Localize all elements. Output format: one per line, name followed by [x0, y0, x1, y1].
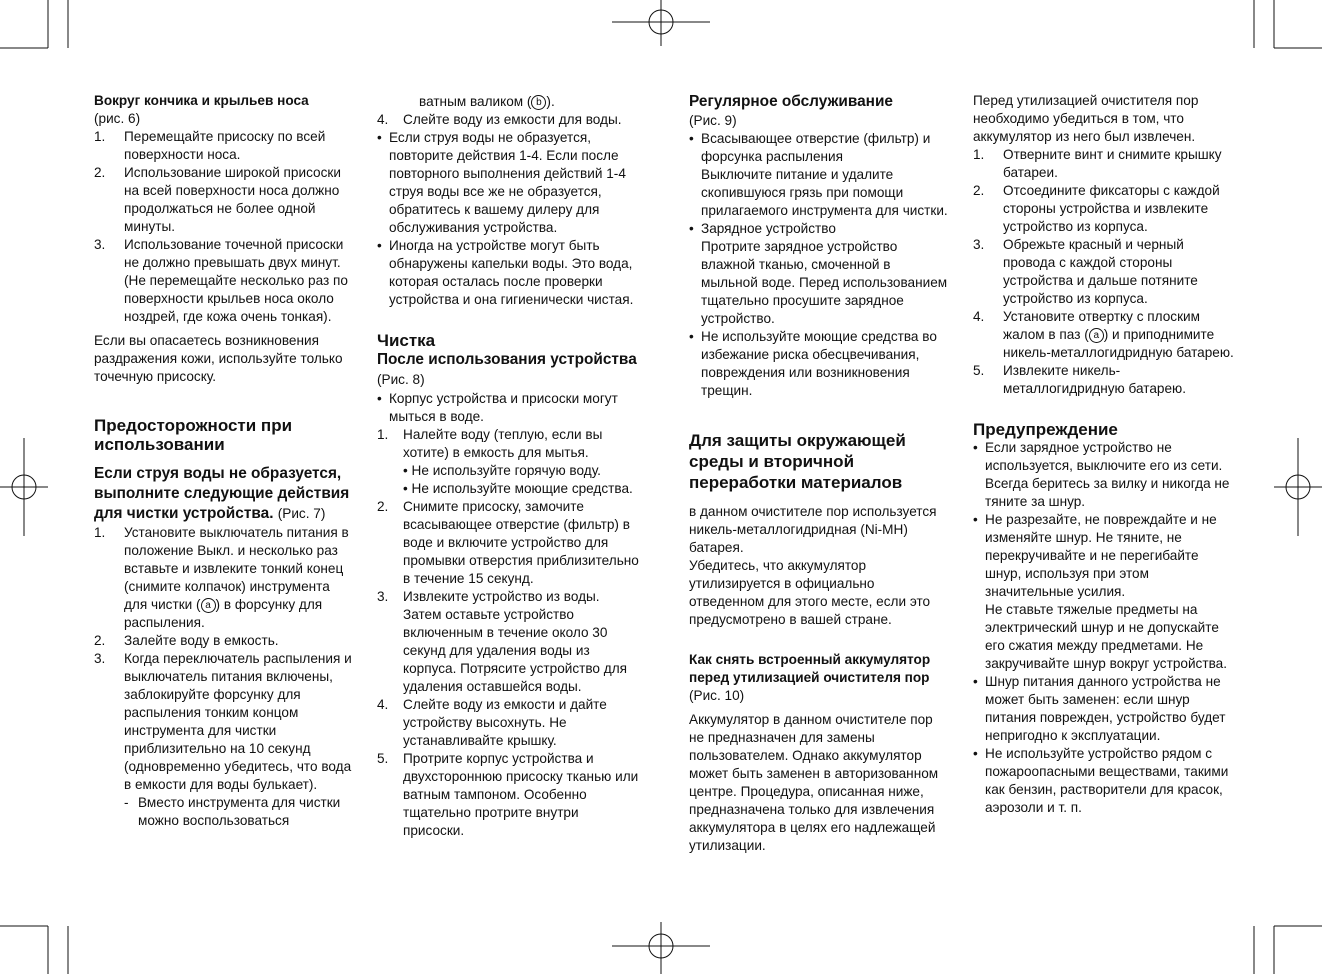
- list-item: 2. Отсоедините фиксаторы с каждой стороны устройства и извлеките устройство из корпуса.: [973, 183, 1220, 234]
- list-item: • Не используйте устройство рядом с пожароопасными веществами, такими как бензин, растворители для красок, аэрозоли и т. п.: [973, 745, 1235, 817]
- section-title-nose: Вокруг кончика и крыльев носа: [94, 93, 309, 108]
- circled-letter-a: a: [1089, 328, 1104, 343]
- cleaning-subtitle: После использования устройства (Рис. 8): [377, 351, 637, 387]
- nose-steps-list: [94, 128, 356, 326]
- section-title-maintenance: Регулярное обслуживание: [689, 93, 893, 110]
- battery-intro: Перед утилизацией очистителя пор необходимо убедиться в том, что аккумулятор из него был извлечен.: [973, 93, 1199, 144]
- cleaning-bullet: [377, 390, 639, 426]
- circled-letter-a: a: [201, 598, 216, 613]
- list-item: 4. Установите отвертку с плоским жалом в паз ( a ) и приподнимите никель-металлогидридную батарею.: [973, 309, 1234, 360]
- list-item: 5. Протрите корпус устройства и двухстороннюю присоску тканью или ватным тампоном. Особенно тщательно протрите внутри присоски.: [377, 751, 639, 838]
- list-item: • Если зарядное устройство не используется, выключите его из сети. Всегда беритесь за вилку и никогда не тяните за шнур.: [973, 439, 1235, 511]
- list-item: • Шнур питания данного устройства не может быть заменен: если шнур питания поврежден, устройство будет непригодно к эксплуатации.: [973, 673, 1235, 745]
- troubleshoot-bullets: [377, 129, 639, 309]
- list-item: • Не разрезайте, не повреждайте и не изменяйте шнур. Не тяните, не перекручивайте и не перегибайте шнур, используя при этом значительные усилия. Не ставьте тяжелые предметы на электрический шнур и не допускайте его сжатия между предметами. Не закручивайте шнур вокруг устройства.: [973, 511, 1235, 673]
- list-item: 2. Использование широкой присоски на всей поверхности носа должно продолжаться не более одной минуты.: [94, 165, 341, 234]
- column-4: [973, 92, 1235, 817]
- list-item: 1. Установите выключатель питания в положение Выкл. и несколько раз вставьте и извлеките тонкий конец (снимите колпачок) инструмента для чистки ( a ) в форсунку для распыления.: [94, 525, 349, 630]
- section-title-environment: Для защиты окружающей среды и вторичной переработки материалов: [689, 431, 906, 492]
- list-item: 1. Налейте воду (теплую, если вы хотите) в емкость для мытья. • Не используйте горячую воду. • Не используйте моющие средства.: [377, 426, 639, 498]
- list-item: • Не используйте моющие средства во избежание риска обесцвечивания, повреждения или возникновения трещин.: [689, 328, 951, 400]
- list-item: 2. Залейте воду в емкость.: [94, 633, 279, 648]
- environment-paragraph: Убедитесь, что аккумулятор утилизируется в официально отведенном для этого месте, если это предусмотрено в вашей стране.: [689, 558, 931, 627]
- environment-paragraph: в данном очистителе пор используется никель-металлогидридная (Ni-MH) батарея.: [689, 504, 937, 555]
- list-item: 2. Снимите присоску, замочите всасывающее отверстие (фильтр) в воде и включите устройство для промывки отверстия приблизительно в течение 15 секунд.: [377, 499, 639, 586]
- warning-bullets: [973, 439, 1235, 817]
- continuation-line: ватным валиком ( b ).: [419, 94, 555, 109]
- skin-note: Если вы опасаетесь возникновения раздражения кожи, используйте только точечную присоску.: [94, 333, 343, 384]
- circled-letter-b: b: [531, 95, 546, 110]
- list-item: 3. Использование точечной присоски не должно превышать двух минут. (Не перемещайте несколько раз по поверхности крыльев носа около ноздрей, где кожа очень тонкая).: [94, 237, 348, 324]
- cleaning-steps-list: [377, 426, 639, 840]
- figure-ref: (рис. 6): [94, 111, 141, 126]
- sub-note: • Не используйте моющие средства.: [403, 481, 633, 496]
- section-title-battery-removal: Как снять встроенный аккумулятор перед утилизацией очистителя пор (Рис. 10): [689, 652, 931, 703]
- column-1: [94, 92, 356, 830]
- list-item: • Корпус устройства и присоски могут мыться в воде.: [377, 390, 639, 426]
- list-item: 5. Извлеките никель-металлогидридную батарею.: [973, 363, 1186, 396]
- list-item: • Зарядное устройство Протрите зарядное устройство влажной тканью, смоченной в мыльной воде. Перед использованием тщательно просушите зарядное устройство.: [689, 220, 951, 328]
- list-item: • Если струя воды не образуется, повторите действия 1-4. Если после повторного выполнения действий 1-4 струя воды все же не образуется, обратитесь к вашему дилеру для обслуживания устройства.: [377, 129, 639, 237]
- list-item: 1. Отверните винт и снимите крышку батареи.: [973, 147, 1222, 180]
- drain-step: [377, 111, 639, 129]
- list-item: 3. Обрежьте красный и черный провода с каждой стороны устройства и дальше потяните устройство из корпуса.: [973, 237, 1198, 306]
- sub-note: • Не используйте горячую воду.: [403, 463, 601, 478]
- list-item: 4. Слейте воду из емкости для воды.: [377, 112, 622, 127]
- list-item: 1. Перемещайте присоску по всей поверхности носа.: [94, 129, 326, 162]
- section-title-cleaning: Чистка: [377, 331, 436, 350]
- column-3: [689, 92, 951, 855]
- precautions-subtitle: Если струя воды не образуется, выполните следующие действия для чистки устройства. (Рис. 7): [94, 465, 350, 522]
- dash-subitem: - Вместо инструмента для чистки можно воспользоваться: [124, 795, 341, 828]
- battery-steps-list: [973, 146, 1235, 398]
- column-2: [377, 93, 639, 840]
- list-item: • Иногда на устройстве могут быть обнаружены капельки воды. Это вода, которая осталась после проверки устройства и она гигиенически чистая.: [377, 237, 639, 309]
- list-item: 4. Слейте воду из емкости и дайте устройству высохнуть. Не устанавливайте крышку.: [377, 697, 607, 748]
- list-item: 3. Когда переключатель распыления и выключатель питания включены, заблокируйте форсунку для распыления тонким концом инструмента для чистки приблизительно на 10 секунд (одновременно убедитесь, что вода в емкости для воды булькает). - Вместо инструмента для чистки можно воспользоваться: [94, 650, 356, 830]
- figure-ref: (Рис. 9): [689, 113, 737, 128]
- precautions-steps-list: [94, 524, 356, 830]
- list-item: 3. Извлеките устройство из воды. Затем оставьте устройство включенным в течение около 30 секунд для удаления воды из корпуса. Потрясите устройство для удаления оставшейся воды.: [377, 589, 627, 694]
- maintenance-bullets: [689, 130, 951, 400]
- section-title-warning: Предупреждение: [973, 420, 1118, 439]
- section-title-precautions: Предосторожности при использовании: [94, 416, 293, 454]
- list-item: • Всасывающее отверстие (фильтр) и форсунка распыления Выключите питание и удалите скопившуюся грязь при помощи прилагаемого инструмента для чистки.: [689, 130, 951, 220]
- battery-paragraph: Аккумулятор в данном очистителе пор не предназначен для замены пользователем. Однако аккумулятор может быть заменен в авторизованном центре. Процедура, описанная ниже, предназначена только для извлечения аккумулятора в целях его надлежащей утилизации.: [689, 712, 939, 853]
